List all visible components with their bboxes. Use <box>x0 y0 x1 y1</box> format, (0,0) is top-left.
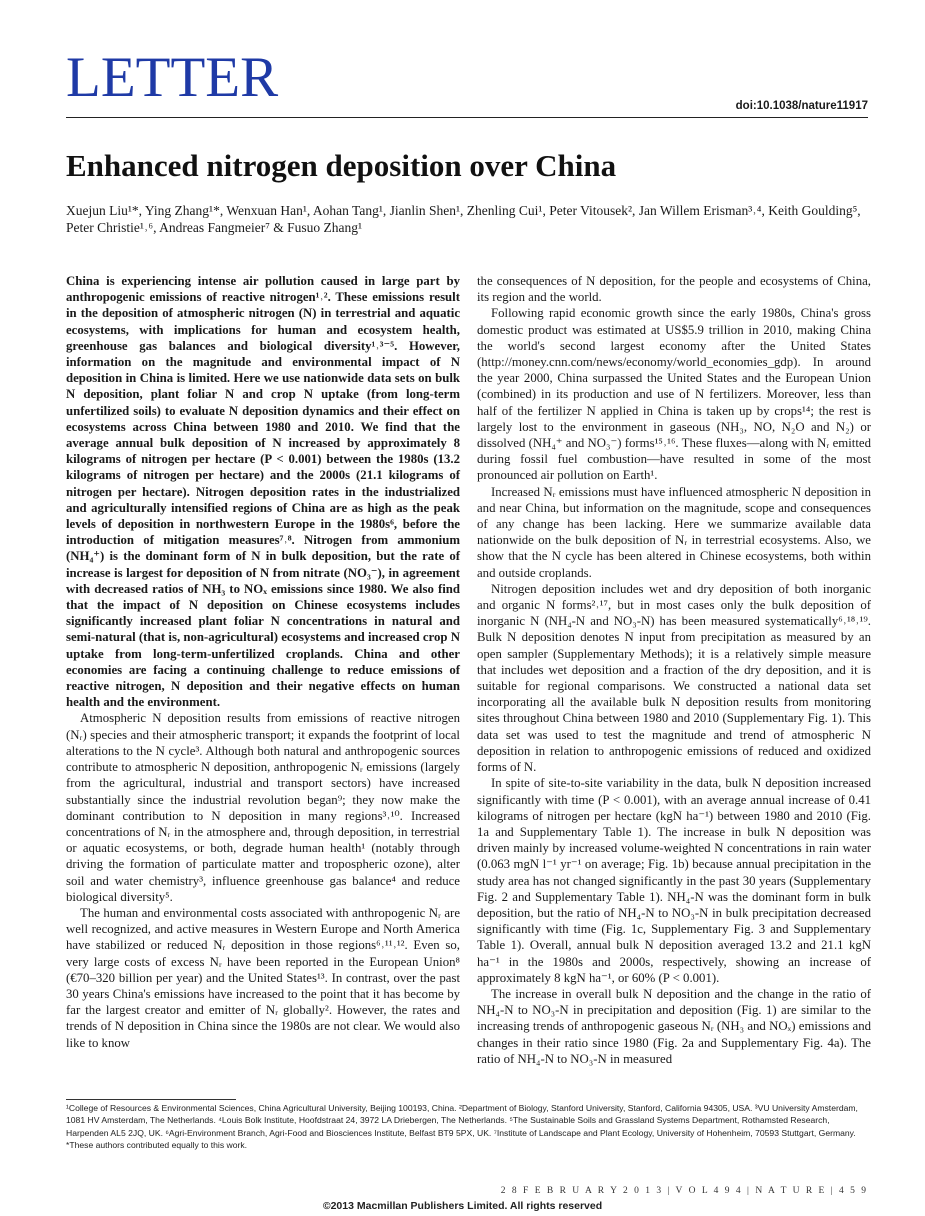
footnote-rule <box>66 1099 236 1100</box>
copyright-notice: ©2013 Macmillan Publishers Limited. All rights reserved <box>322 1200 603 1212</box>
author-list: Xuejun Liu¹*, Ying Zhang¹*, Wenxuan Han¹, Aohan Tang¹, Jianlin Shen¹, Zhenling Cui¹, Peter Vitousek², Jan Willem Erisman³˒⁴, Keith Goulding⁵, Peter Christie¹˒⁶, Andreas Fangmeier⁷ & Fusuo Zhang¹ <box>66 203 861 235</box>
abstract-paragraph: China is experiencing intense air pollution caused in large part by anthropogenic emissions of reactive nitrogen¹˒². These emissions result in the deposition of atmospheric nitrogen (N) in terrestrial and aquatic ecosystems, with implications for human and ecosystem health, greenhouse gas balances and biological diversity¹˒³⁻⁵. However, information on the magnitude and environmental impact of N deposition in China is limited. Here we use nationwide data sets on bulk N deposition, plant foliar N and crop N uptake (from long-term unfertilized soils) to evaluate N deposition dynamics and their effect on ecosystems across China between 1980 and 2010. We find that the average annual bulk deposition of N increased by approximately 8 kilograms of nitrogen per hectare (P < 0.001) between the 1980s (13.2 kilograms of nitrogen per hectare) and the 2000s (21.1 kilograms of nitrogen per hectare). Nitrogen deposition rates in the industrialized and agriculturally intensified regions of China are as high as the peak levels of deposition in northwestern Europe in the 1980s⁶, before the introduction of mitigation measures⁷˒⁸. Nitrogen from ammonium (NH₄⁺) is the dominant form of N in bulk deposition, but the rate of increase is largest for deposition of N from nitrate (NO₃⁻), in agreement with decreased ratios of NH₃ to NOₓ emissions since 1980. We also find that the impact of N deposition on Chinese ecosystems includes significantly increased plant foliar N concentrations in natural and semi-natural (that is, non-agricultural) ecosystems and increased crop N uptake from long-term-unfertilized croplands. China and other economies are facing a continuing challenge to reduce emissions of reactive nitrogen, N deposition and their negative effects on human health and the environment. <box>66 274 460 710</box>
body-paragraph: The increase in overall bulk N deposition and the change in the ratio of NH₄-N to NO₃-N in precipitation and deposition (Fig. 1) are similar to the increasing trends of anthropogenic gaseous Nᵣ (NH₃ and NOₓ) emissions and changes in their ratio since 1980 (Fig. 2a and Supplementary Fig. 4a). The ratio of NH₄-N to NO₃-N in measured <box>477 986 871 1066</box>
running-footer: 2 8 F E B R U A R Y 2 0 1 3 | V O L 4 9 4 | N A T U R E | 4 5 9 <box>500 1186 868 1196</box>
body-paragraph: Atmospheric N deposition results from emissions of reactive nitrogen (Nᵣ) species and their atmospheric transport; it expands the footprint of local alterations to the N cycle³. Although both natural and anthropogenic sources contribute to atmospheric N deposition, anthropogenic Nᵣ emissions (largely from the agricultural, industrial and transport sectors) have increased substantially since the industrial revolution began⁹; they now make the dominant contribution to N deposition in many regions³˒¹⁰. Increased concentrations of Nᵣ in the atmosphere and, through deposition, in terrestrial or aquatic ecosystems, or both, degrade human health¹ (notably through driving the formation of particulate matter and tropospheric ozone), alter soil and water chemistry³, influence greenhouse gas balance⁴ and reduce biological diversity⁵. <box>66 711 460 904</box>
body-paragraph: Nitrogen deposition includes wet and dry deposition of both inorganic and organic N forms²˒¹⁷, but in most cases only the bulk deposition of inorganic N (NH₄-N and NO₃-N) has been measured systematically⁶˒¹⁸˒¹⁹. Bulk N deposition denotes N input from precipitation as measured by an open sampler (Supplementary Methods); it is a relatively simple measure that includes wet deposition and a fraction of the dry deposition, and it is suitable for regional comparisons. We constructed a national data set incorporating all the available bulk N deposition results from monitoring sites throughout China between 1980 and 2010 (Supplementary Fig. 1). This data set was used to test the magnitude and trend of atmospheric N deposition in relation to anthropogenic emissions of reduced and oxidized forms of N. <box>477 581 871 775</box>
affiliations: ¹College of Resources & Environmental Sciences, China Agricultural University, Beijing 100193, China. ²Department of Biology, Stanford University, Stanford, California 94305, USA. ³VU University Amsterdam, 1081 HV Amsterdam, The Netherlands. ⁴Louis Bolk Institute, Hoofdstraat 24, 3972 LA Driebergen, The Netherlands. ⁵The Sustainable Soils and Grassland Systems Department, Rothamsted Research, Harpenden AL5 2JQ, UK. ⁶Agri-Environment Branch, Agri-Food and Biosciences Institute, Belfast BT9 5PX, UK. ⁷Institute of Landscape and Plant Ecology, University of Hohenheim, 70593 Stuttgart, Germany. <box>66 1103 858 1138</box>
body-paragraph: Following rapid economic growth since the early 1980s, China's gross domestic product was estimated at US$5.9 trillion in 2010, making China the world's second largest economy after the United States (http://money.cnn.com/news/economy/world_economies_gdp). In around the year 2000, China surpassed the United States and the European Union (combined) in its production and use of N fertilizers. Moreover, less than half of the fertilizer N applied in China is taken up by crops¹⁴; the rest is largely lost to the environment in gaseous (NH₃, NO, N₂O and N₂) or dissolved (NH₄⁺ and NO₃⁻) forms¹⁵˒¹⁶. These fluxes—along with Nᵣ emitted during fossil fuel combustion—have resulted in some of the most pronounced air pollution on Earth¹. <box>477 306 871 483</box>
body-paragraph: Increased Nᵣ emissions must have influenced atmospheric N deposition in and near China, but information on the magnitude, scope and consequences of any change has been lacking. Here we summarize available data nationwide on the bulk deposition of Nᵣ in terrestrial ecosystems. Also, we show that the N cycle has been altered in Chinese ecosystems, both within and outside croplands. <box>477 484 871 580</box>
equal-contribution-note: *These authors contributed equally to this work. <box>66 1139 248 1150</box>
left-column <box>66 273 460 1051</box>
article-title: Enhanced nitrogen deposition over China <box>66 148 617 183</box>
body-paragraph: The human and environmental costs associated with anthropogenic Nᵣ are well recognized, and active measures in Western Europe and North America have stabilized or reduced Nᵣ deposition in those regions⁶˒¹¹˒¹². Even so, very large costs of excess Nᵣ have been reported in the European Union⁸ (€70–320 billion per year) and the United States¹³. In contrast, over the past 30 years China's emissions have increased to the point that it has become by far the largest creator and emitter of Nᵣ globally². However, the rates and trends of N deposition in China since the 1980s are not clear. We would also like to know <box>66 905 460 1050</box>
body-paragraph: the consequences of N deposition, for the people and ecosystems of China, its region and the world. <box>477 274 871 305</box>
doi[interactable]: doi:10.1038/nature11917 <box>735 100 868 112</box>
header-rule <box>66 117 868 118</box>
affiliations-footnotes <box>66 1102 871 1151</box>
body-paragraph: In spite of site-to-site variability in the data, bulk N deposition increased significantly with time (P < 0.001), with an average annual increase of 0.41 kilograms of nitrogen per hectare (kgN ha⁻¹) between 1980 and 2010 (Fig. 1a and Supplementary Table 1). The increase in bulk N deposition was driven mainly by increased volume-weighted N concentrations in rain water (0.063 mgN l⁻¹ yr⁻¹ on average; Fig. 1b) because annual precipitation in the study area has not changed significantly in the past 30 years (Supplementary Fig. 2 and Supplementary Table 1). NH₄-N was the dominant form in bulk deposition, but the ratio of NH₄-N to NO₃-N in bulk precipitation decreased significantly with time (Fig. 1c, Supplementary Fig. 3 and Supplementary Table 1). Overall, annual bulk N deposition averaged 13.2 and 21.1 kgN ha⁻¹ in the 1980s and 2000s, respectively, showing an increase of approximately 8 kgN ha⁻¹, or 60% (P < 0.001). <box>477 776 871 985</box>
right-column <box>477 273 871 1067</box>
section-label: LETTER <box>66 46 279 109</box>
